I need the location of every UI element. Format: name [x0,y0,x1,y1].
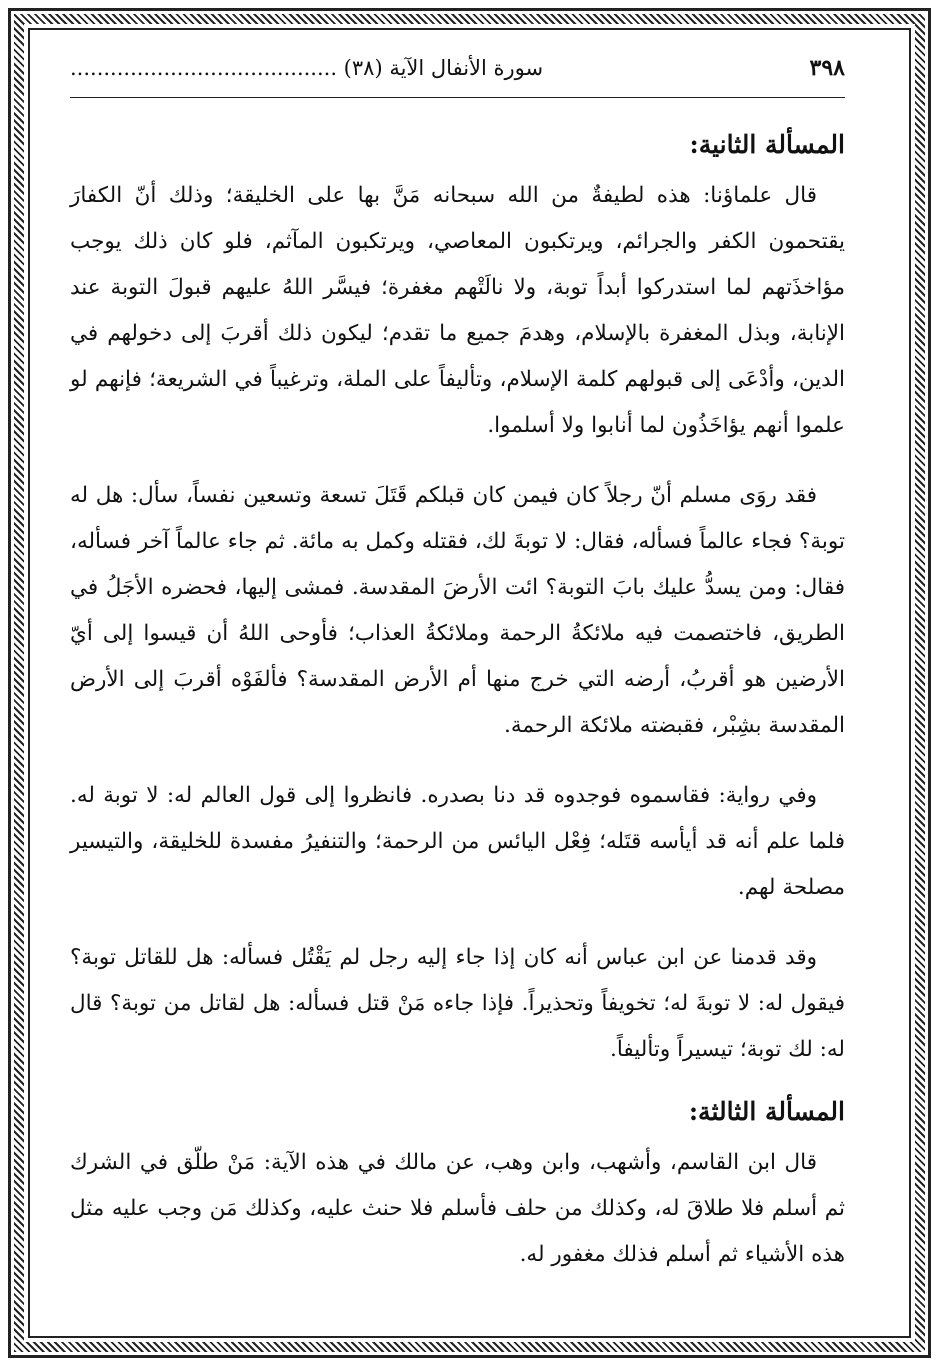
section-heading: المسألة الثالثة: [688,1097,845,1126]
paragraph: قال ابن القاسم، وأشهب، وابن وهب، عن مالك في هذه الآية: مَنْ طلّق في الشرك ثم أسلم فلا طلاقَ له، وكذلك من حلف فأسلم فلا حنث عليه، وكذلك مَن وجب عليه مثل هذه الأشياء ثم أسلم فذلك مغفور له. [70,1150,845,1267]
page-number: ٣٩٨ [809,55,845,81]
section-heading: المسألة الثانية: [689,130,845,159]
running-head-title: سورة الأنفال الآية (٣٨) ........................................ [70,56,544,80]
section-2 [70,130,845,1073]
paragraph: فقد روَى مسلم أنّ رجلاً كان فيمن كان قبلكم قَتَلَ تسعة وتسعين نفساً، سأل: هل له توبة؟ فجاء عالماً فسأله، فقال: لا توبةَ لك، فقتله وكمل به مائة. ثم جاء عالماً آخر فسأله، فقال: ومن يسدُّ عليك بابَ التوبة؟ ائت الأرضَ المقدسة. فمشى إليها، فحضره الأجَلُ في الطريق، فاختصمت فيه ملائكةُ الرحمة وملائكةُ العذاب؛ فأوحى اللهُ أن قيسوا إلى أيّ الأرضين هو أقربُ، أرضه التي خرج منها أم الأرض المقدسة؟ فألفَوْه أقربَ إلى الأرض المقدسة بشِبْر، فقبضته ملائكة الرحمة. [70,483,845,738]
section-3 [70,1097,845,1278]
paragraph: قال علماؤنا: هذه لطيفةٌ من الله سبحانه مَنَّ بها على الخليقة؛ وذلك أنّ الكفارَ يقتحمون الكفر والجرائم، ويرتكبون المعاصي، ويرتكبون المآثم، فلو كان ذلك يوجب مؤاخذَتهم لما استدركوا أبداً توبة، ولا نالَتْهم مغفرة؛ فيسَّر اللهُ عليهم قبولَ التوبة عند الإنابة، وبذل المغفرة بالإسلام، وهدمَ جميع ما تقدم؛ ليكون ذلك أقربَ إلى دخولهم في الدين، وأدْعَى إلى قبولهم كلمة الإسلام، وتأليفاً على الملة، وترغيباً في الشريعة؛ فإنهم لو علموا أنهم يؤاخَذُون لما أنابوا ولا أسلموا. [70,183,845,438]
page-content [70,55,845,1302]
paragraph: وقد قدمنا عن ابن عباس أنه كان إذا جاء إليه رجل لم يَقْتُل فسأله: هل للقاتل توبة؟ فيقول له: لا توبةَ له؛ تخويفاً وتحذيراً. فإذا جاءه مَنْ قتل فسأله: هل لقاتل من توبة؟ قال له: لك توبة؛ تيسيراً وتأليفاً. [70,945,845,1062]
paragraph: وفي رواية: فقاسموه فوجدوه قد دنا بصدره. فانظروا إلى قول العالم له: لا توبة له. فلما علم أنه قد أيأسه قتَله؛ فِعْل اليائس من الرحمة؛ والتنفيرُ مفسدة للخليقة، والتيسير مصلحة لهم. [70,783,845,900]
running-head [70,55,845,98]
